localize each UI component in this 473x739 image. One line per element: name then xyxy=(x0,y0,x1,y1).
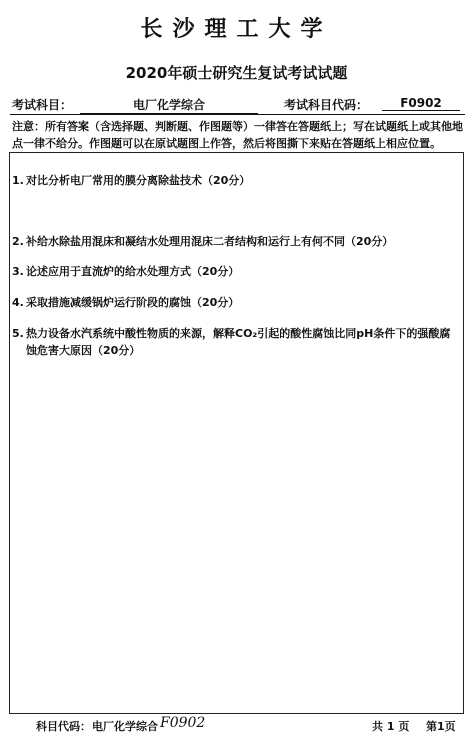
footer-subject: 电厂化学综合 xyxy=(92,720,158,733)
question-text: 补给水除盐用混床和凝结水处理用混床二者结构和运行上有何不同（20分） xyxy=(26,235,394,248)
subject-value: 电厂化学综合 xyxy=(80,96,258,114)
code-label: 考试科目代码： xyxy=(284,98,369,112)
question-item xyxy=(12,294,460,311)
code-value: F0902 xyxy=(382,96,460,111)
exam-title: 2020年硕士研究生复试考试试题 xyxy=(125,64,348,82)
question-number: 3. xyxy=(12,265,24,278)
question-number: 5. xyxy=(12,327,24,340)
question-text: 采取措施减缓锅炉运行阶段的腐蚀（20分） xyxy=(26,296,240,309)
footer-page-number: 第1页 xyxy=(426,720,456,733)
question-number: 1. xyxy=(12,174,24,187)
question-text: 对比分析电厂常用的膜分离除盐技术（20分） xyxy=(26,174,251,187)
question-item xyxy=(12,233,460,250)
notice-text: 注意：所有答案（含选择题、判断题、作图题等）一律答在答题纸上；写在试题纸上或其他地点一律不给分。作图题可以在原试题图上作答，然后将图撕下来贴在答题纸上相应位置。 xyxy=(12,120,463,150)
question-item xyxy=(12,263,460,280)
question-number: 4. xyxy=(12,296,24,309)
header-rule xyxy=(10,114,465,115)
question-number: 2. xyxy=(12,235,24,248)
question-item xyxy=(12,325,460,359)
subject-label: 考试科目： xyxy=(12,98,73,112)
university-name: 长沙理工大学 xyxy=(140,16,333,42)
question-item xyxy=(12,172,460,189)
question-text: 热力设备水汽系统中酸性物质的来源，解释CO₂引起的酸性腐蚀比同pH条件下的强酸腐蚀危害大原因（20分） xyxy=(26,327,451,357)
question-text: 论述应用于直流炉的给水处理方式（20分） xyxy=(26,265,240,278)
handwritten-code: F0902 xyxy=(160,715,206,731)
footer-total-pages: 共 1 页 xyxy=(372,720,410,733)
footer-code-label: 科目代码： xyxy=(36,720,91,733)
